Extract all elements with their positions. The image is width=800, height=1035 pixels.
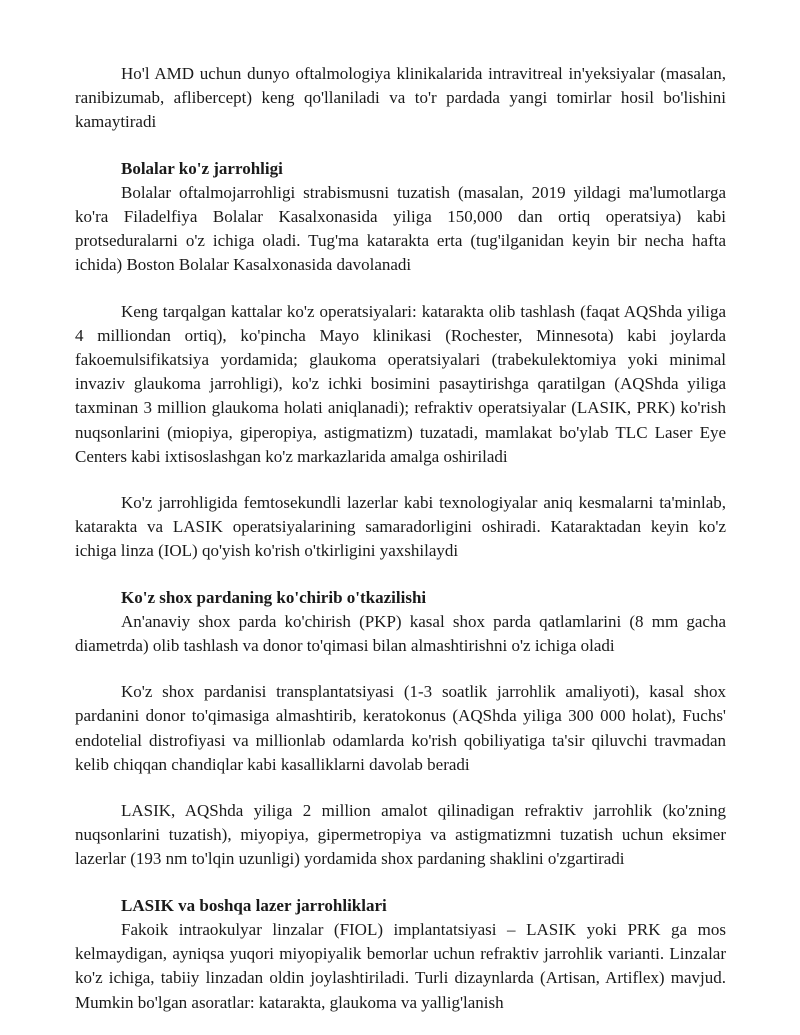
paragraph-gap <box>75 278 726 300</box>
paragraph-gap <box>75 564 726 586</box>
paragraph-pkp: An'anaviy shox parda ko'chirish (PKP) kasal shox parda qatlamlarini (8 mm gacha diametrda) olib tashlash va donor to'qimasi bilan almashtirishni o'z ichiga oladi <box>75 611 726 656</box>
document-page <box>75 62 726 1015</box>
section-heading-corneal-transplant: Ko'z shox pardaning ko'chirib o'tkazilishi <box>121 587 427 607</box>
paragraph-gap <box>75 135 726 157</box>
paragraph-gap <box>75 777 726 799</box>
paragraph-gap <box>75 469 726 491</box>
paragraph-phakic-iol: Fakoik intraokulyar linzalar (FIOL) implantatsiyasi – LASIK yoki PRK ga mos kelmaydigan, ayniqsa yuqori miyopiyalik bemorlar uchun refraktiv jarrohlik varianti. Linzalar ko'z ichiga, tabiiy linzadan oldin joylashtiriladi. Turli dizaynlarda (Artisan, Artiflex) mavjud. Mumkin bo'lgan asoratlar: katarakta, glaukoma va yallig'lanish <box>75 919 726 1012</box>
section-heading-pediatric-surgery: Bolalar ko'z jarrohligi <box>121 158 283 178</box>
paragraph-pediatric-surgery: Bolalar oftalmojarrohligi strabismusni tuzatish (masalan, 2019 yildagi ma'lumotlarga ko'ra Filadelfiya Bolalar Kasalxonasida yiliga 150,000 dan ortiq operatsiya) kabi protseduralarni o'z ichiga oladi. Tug'ma katarakta erta (tug'ilganidan keyin bir necha hafta ichida) Boston Bolalar Kasalxonasida davolanadi <box>75 182 726 275</box>
paragraph-femtosecond-lasers: Ko'z jarrohligida femtosekundli lazerlar kabi texnologiyalar aniq kesmalarni ta'minlab, katarakta va LASIK operatsiyalarining samaradorligini oshiradi. Kataraktadan keyin ko'z ichiga linza (IOL) qo'yish ko'rish o'tkirligini yaxshilaydi <box>75 493 726 561</box>
section-heading-lasik-laser-surgery: LASIK va boshqa lazer jarrohliklari <box>121 895 387 915</box>
paragraph-lasik-reshaping: LASIK, AQShda yiliga 2 million amalot qilinadigan refraktiv jarrohlik (ko'zning nuqsonlarini tuzatish), miyopiya, gipermetropiya va astigmatizmni tuzatish uchun eksimer lazerlar (193 nm to'lqin uzunligi) yordamida shox pardaning shaklini o'zgartiradi <box>75 801 726 869</box>
paragraph-adult-eye-operations: Keng tarqalgan kattalar ko'z operatsiyalari: katarakta olib tashlash (faqat AQShda yiliga 4 milliondan ortiq), ko'pincha Mayo klinikasi (Rochester, Minnesota) kabi joylarda fakoemulsifikatsiya yordamida; glaukoma operatsiyalari (trabekulektomiya yoki minimal invaziv glaukoma jarrohligi), ko'z ichki bosimini pasaytirishga qaratilgan (AQShda yiliga taxminan 3 million glaukoma holati aniqlanadi); refraktiv operatsiyalar (LASIK, PRK) ko'rish nuqsonlarini (miopiya, giperopiya, astigmatizm) tuzatadi, mamlakat bo'ylab TLC Laser Eye Centers kabi ixtisoslashgan ko'z markazlarida amalga oshiriladi <box>75 301 726 466</box>
paragraph-corneal-transplantation: Ko'z shox pardanisi transplantatsiyasi (1-3 soatlik jarrohlik amaliyoti), kasal shox pardanini donor to'qimasiga almashtirib, keratokonus (AQShda yiliga 300 000 holat), Fuchs' endotelial distrofiyasi va millionlab odamlarda ko'rish qobiliyatiga ta'sir qiluvchi travmadan kelib chiqqan chandiqlar kabi kasalliklarni davolab beradi <box>75 682 726 774</box>
paragraph-amd-injections: Ho'l AMD uchun dunyo oftalmologiya klinikalarida intravitreal in'yeksiyalar (masalan, ranibizumab, aflibercept) keng qo'llaniladi va to'r pardada yangi tomirlar hosil bo'lishini kamaytiradi <box>75 64 726 132</box>
paragraph-gap <box>75 658 726 680</box>
paragraph-gap <box>75 872 726 894</box>
